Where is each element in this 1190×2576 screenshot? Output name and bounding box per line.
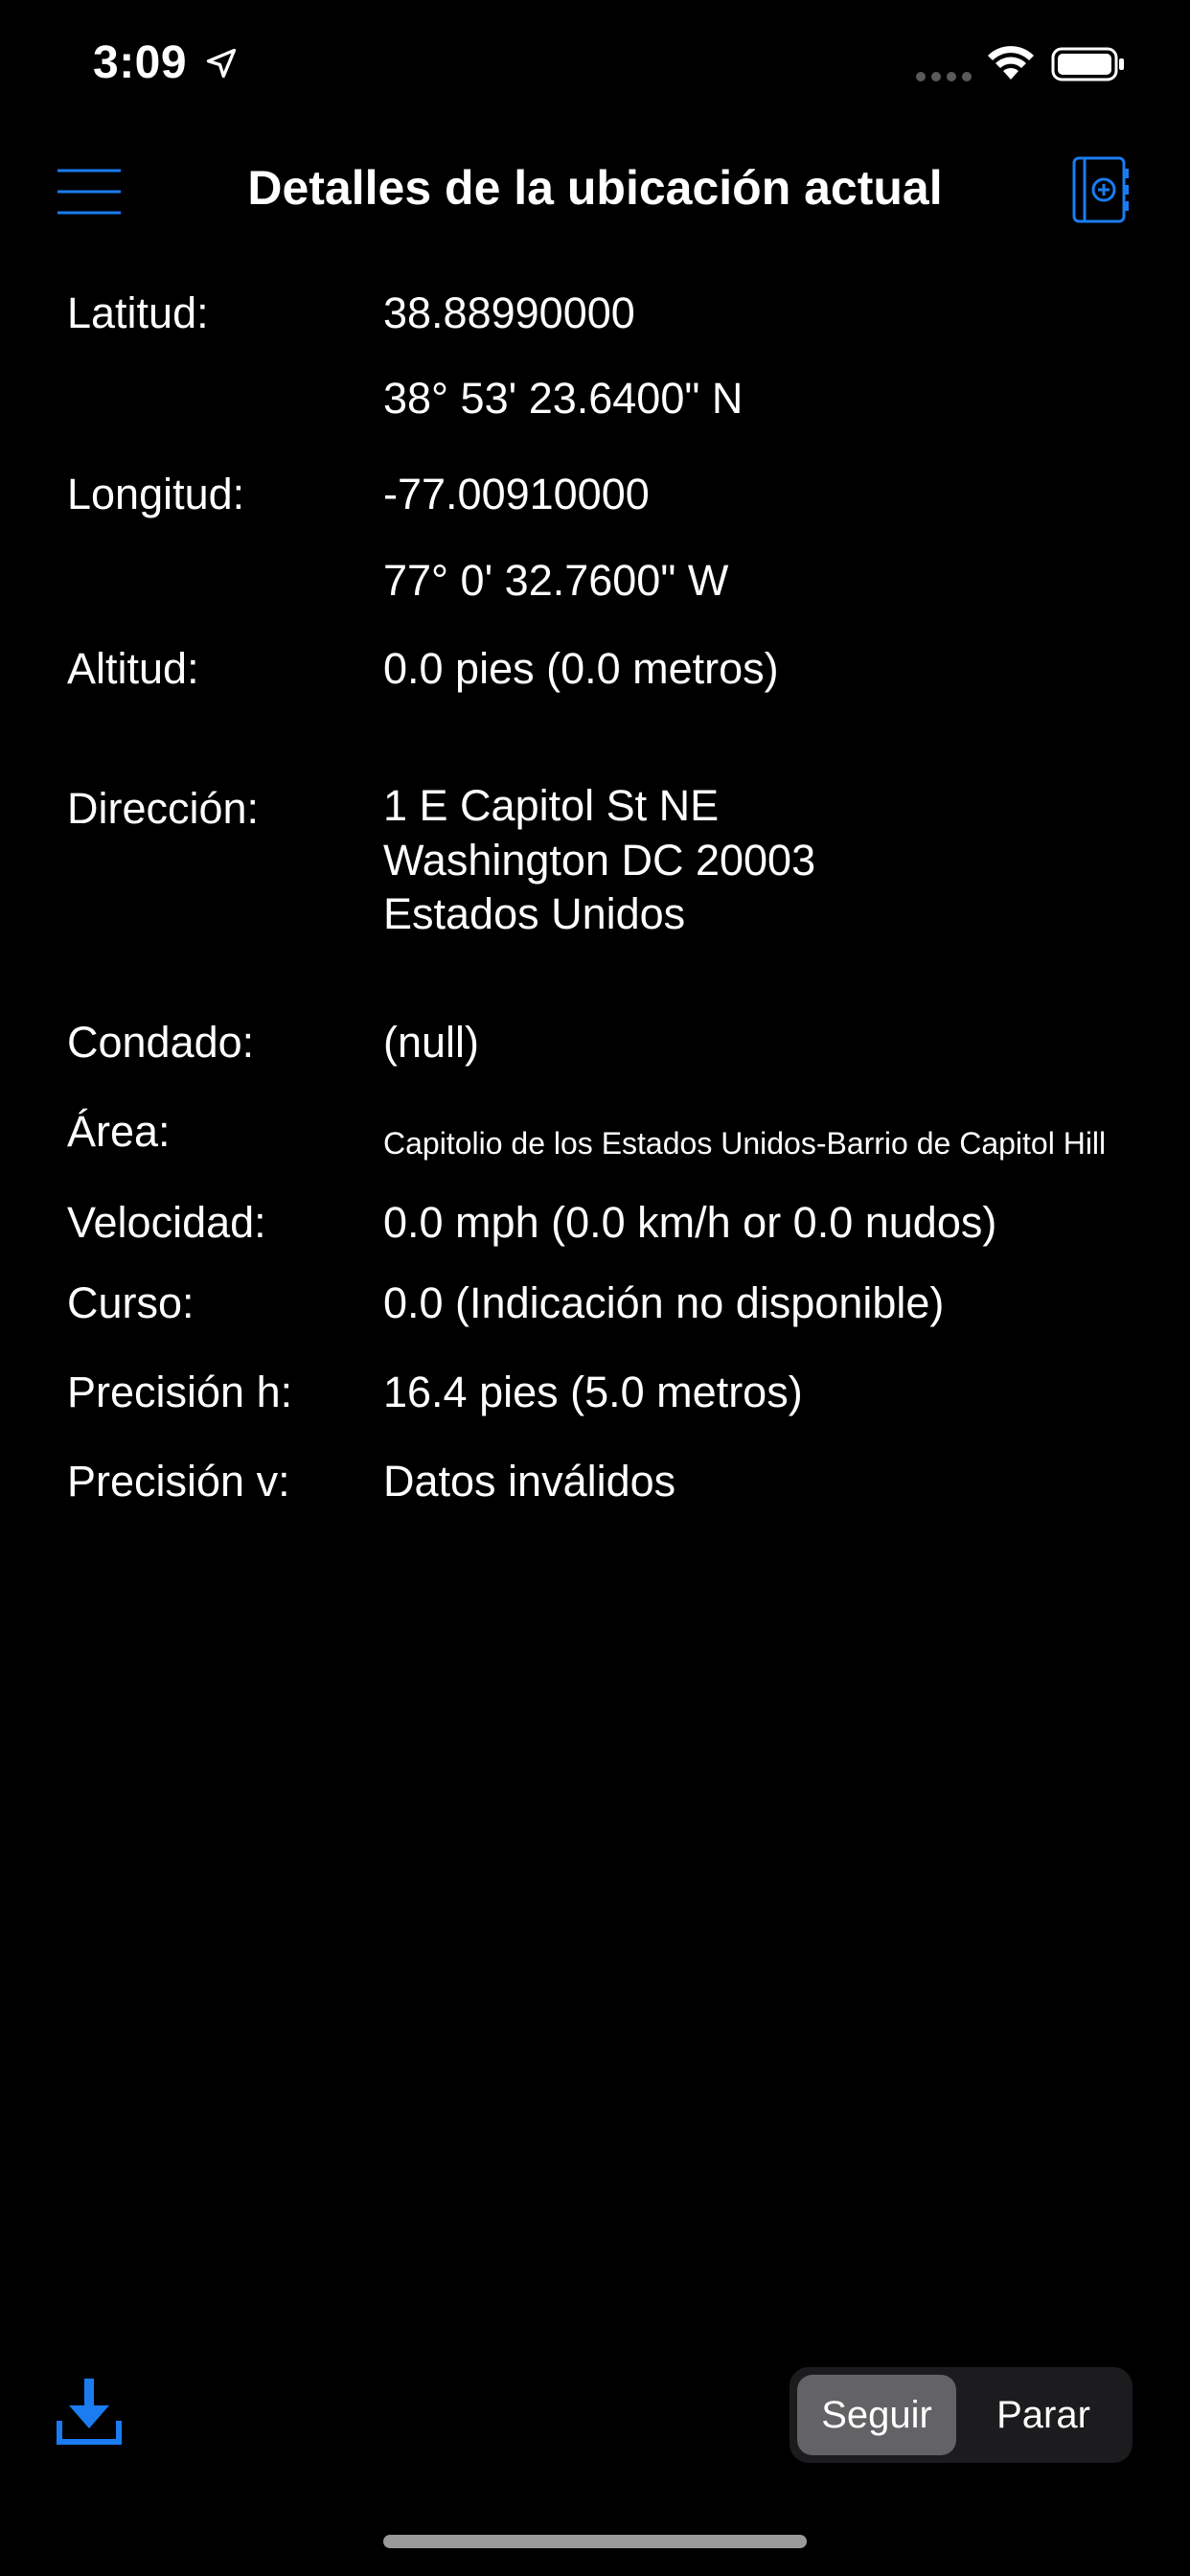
- home-indicator[interactable]: [383, 2535, 807, 2548]
- bottom-toolbar: [0, 2348, 1190, 2482]
- address-line-1: 1 E Capitol St NE: [383, 781, 720, 830]
- cellular-signal-icon: [915, 71, 973, 82]
- address-line-3: Estados Unidos: [383, 889, 686, 938]
- follow-stop-segmented-control: [790, 2367, 1133, 2463]
- altitude-label: Altitud:: [67, 644, 199, 693]
- area-label: Área:: [67, 1107, 171, 1156]
- status-bar: [0, 0, 1190, 129]
- download-icon[interactable]: [56, 2377, 123, 2446]
- latitude-dms-value: 38° 53' 23.6400" N: [383, 374, 744, 423]
- battery-icon: [1051, 46, 1126, 82]
- county-value: (null): [383, 1018, 480, 1067]
- latitude-label: Latitud:: [67, 288, 209, 337]
- add-to-address-book-icon[interactable]: [1071, 155, 1131, 224]
- course-value: 0.0 (Indicación no disponible): [383, 1278, 945, 1327]
- h-accuracy-value: 16.4 pies (5.0 metros): [383, 1368, 803, 1416]
- stop-button[interactable]: Parar: [996, 2394, 1090, 2436]
- area-value: Capitolio de los Estados Unidos-Barrio de Capitol Hill: [383, 1126, 1107, 1161]
- h-accuracy-label: Precisión h:: [67, 1368, 293, 1416]
- wifi-icon: [987, 45, 1035, 81]
- v-accuracy-value: Datos inválidos: [383, 1457, 676, 1506]
- page-title: Detalles de la ubicación actual: [247, 161, 943, 215]
- address-label: Dirección:: [67, 784, 260, 833]
- course-label: Curso:: [67, 1278, 195, 1327]
- latitude-decimal-value: 38.88990000: [383, 288, 635, 337]
- longitude-label: Longitud:: [67, 470, 245, 518]
- follow-button[interactable]: Seguir: [797, 2375, 956, 2455]
- v-accuracy-label: Precisión v:: [67, 1457, 290, 1506]
- speed-value: 0.0 mph (0.0 km/h or 0.0 nudos): [383, 1198, 997, 1247]
- status-time: 3:09: [93, 37, 188, 88]
- location-arrow-icon: [204, 46, 239, 80]
- speed-label: Velocidad:: [67, 1198, 266, 1247]
- altitude-value: 0.0 pies (0.0 metros): [383, 644, 779, 693]
- county-label: Condado:: [67, 1018, 255, 1067]
- navigation-bar: [0, 134, 1190, 249]
- address-line-2: Washington DC 20003: [383, 836, 816, 885]
- longitude-dms-value: 77° 0' 32.7600" W: [383, 556, 729, 605]
- longitude-decimal-value: -77.00910000: [383, 470, 650, 518]
